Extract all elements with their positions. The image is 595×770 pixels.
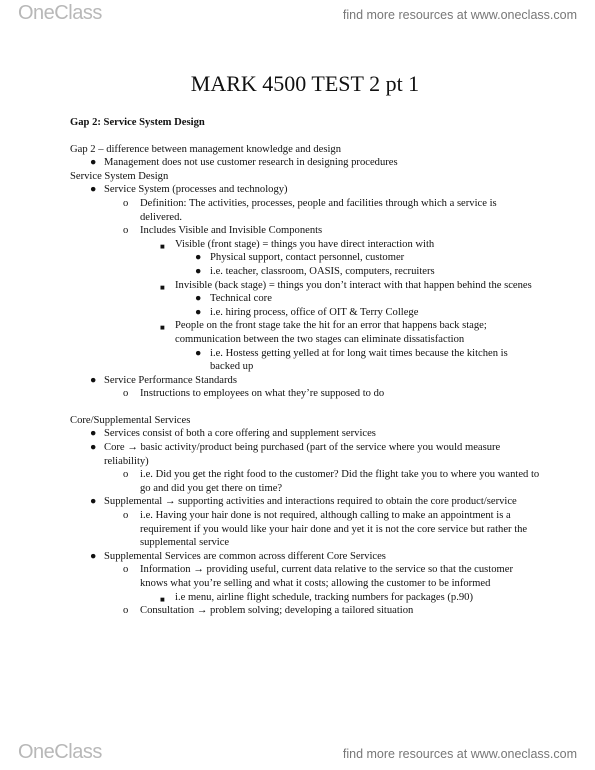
outline-item <box>70 306 540 320</box>
outline-item <box>70 604 540 618</box>
bullet-icon: o <box>123 564 129 576</box>
section-heading <box>70 116 540 130</box>
bullet-icon: ● <box>195 265 202 277</box>
outline-text: Visible (front stage) = things you have direct interaction with <box>175 238 435 250</box>
outline-text: Management does not use customer research in designing procedures <box>104 157 398 169</box>
outline-item <box>70 468 540 495</box>
bullet-icon: ● <box>90 374 97 386</box>
bullet-icon: o <box>123 510 129 522</box>
outline-text: Invisible (back stage) = things you don’t interact with that happen behind the scenes <box>175 279 532 291</box>
outline-text: i.e. hiring process, office of OIT & Terry College <box>210 306 419 318</box>
spacer <box>70 130 540 143</box>
bullet-icon: o <box>123 225 129 237</box>
bullet-icon: o <box>123 197 129 209</box>
outline-text: Includes Visible and Invisible Components <box>140 225 323 237</box>
outline-item <box>70 509 540 550</box>
outline-item <box>70 591 540 605</box>
outline-text: Gap 2 – difference between management knowledge and design <box>70 143 342 155</box>
oneclass-logo-footer: OneClass <box>18 741 102 763</box>
find-more-link-footer[interactable]: find more resources at www.oneclass.com <box>342 747 577 761</box>
bullet-icon: ● <box>90 442 97 454</box>
find-more-link[interactable]: find more resources at www.oneclass.com <box>342 8 577 22</box>
outline-item <box>70 238 540 252</box>
bullet-icon: ■ <box>160 594 165 604</box>
outline-item <box>70 387 540 401</box>
outline-item <box>70 156 540 170</box>
outline-item <box>70 550 540 564</box>
outline-item <box>70 347 540 374</box>
bullet-icon: ● <box>90 157 97 169</box>
outline-text: Service System (processes and technology) <box>104 184 288 196</box>
outline-item <box>70 183 540 197</box>
outline-item <box>70 441 540 468</box>
outline-text: Consultation → problem solving; developing a tailored situation <box>140 605 414 617</box>
outline-text: Physical support, contact personnel, customer <box>210 252 405 264</box>
outline-text: Information → providing useful, current data relative to the service so that the customer knows what you’re selling and what it costs; allowing the customer to be informed <box>140 564 514 589</box>
oneclass-logo: OneClass <box>18 2 102 24</box>
outline-text: Definition: The activities, processes, people and facilities through which a service is delivered. <box>140 197 497 223</box>
outline-text: People on the front stage take the hit for an error that happens back stage; communication between the two stages can eliminate dissatisfaction <box>175 320 487 345</box>
outline-text: Supplemental → supporting activities and interactions required to obtain the core product/service <box>104 496 517 508</box>
outline-item <box>70 427 540 441</box>
outline-item <box>70 563 540 590</box>
bullet-icon: o <box>123 388 129 400</box>
bullet-icon: ● <box>195 306 202 318</box>
outline-text: i.e. teacher, classroom, OASIS, computers, recruiters <box>210 265 435 277</box>
bullet-icon: ■ <box>160 282 165 292</box>
outline-text: Supplemental Services are common across different Core Services <box>104 550 386 562</box>
bullet-icon: o <box>123 469 129 481</box>
outline-text: Core → basic activity/product being purchased (part of the service where you would measure reliability) <box>104 442 501 467</box>
section-heading <box>70 170 540 184</box>
bullet-icon: ■ <box>160 323 165 333</box>
spacer <box>70 401 540 414</box>
bullet-icon: ● <box>90 428 97 440</box>
bullet-icon: ● <box>90 550 97 562</box>
bullet-icon: ■ <box>160 241 165 251</box>
document-body <box>70 70 540 618</box>
outline-item <box>70 265 540 279</box>
outline-text: i.e menu, airline flight schedule, tracking numbers for packages (p.90) <box>175 591 473 603</box>
outline-item <box>70 495 540 509</box>
outline-text: Service System Design <box>70 170 169 182</box>
outline-text: i.e. Did you get the right food to the customer? Did the flight take you to where you wanted to go and did you get there on time? <box>140 469 540 494</box>
outline-text: Services consist of both a core offering and supplement services <box>104 428 376 440</box>
bullet-icon: ● <box>90 184 97 196</box>
bullet-icon: ● <box>195 252 202 264</box>
outline-item <box>70 251 540 265</box>
outline <box>70 116 540 618</box>
outline-item <box>70 224 540 238</box>
outline-text: Gap 2: Service System Design <box>70 117 205 128</box>
outline-item <box>70 279 540 293</box>
outline-text: i.e. Having your hair done is not required, although calling to make an appointment is a requirement if you would like your hair done and yet it is not the core service but rather the supplemental service <box>140 510 528 549</box>
outline-item <box>70 319 540 346</box>
outline-text: Instructions to employees on what they’re supposed to do <box>140 388 385 400</box>
outline-item <box>70 292 540 306</box>
bullet-icon: ● <box>195 293 202 305</box>
outline-item <box>70 197 540 224</box>
outline-text: i.e. Hostess getting yelled at for long wait times because the kitchen is backed up <box>210 347 508 373</box>
bullet-icon: ● <box>195 347 202 359</box>
section-heading <box>70 414 540 428</box>
outline-text: Core/Supplemental Services <box>70 414 191 426</box>
outline-item <box>70 374 540 388</box>
section-heading <box>70 143 540 157</box>
bullet-icon: ● <box>90 496 97 508</box>
outline-text: Service Performance Standards <box>104 374 237 386</box>
bullet-icon: o <box>123 605 129 617</box>
page-title: MARK 4500 TEST 2 pt 1 <box>190 71 420 96</box>
outline-text: Technical core <box>210 293 272 305</box>
